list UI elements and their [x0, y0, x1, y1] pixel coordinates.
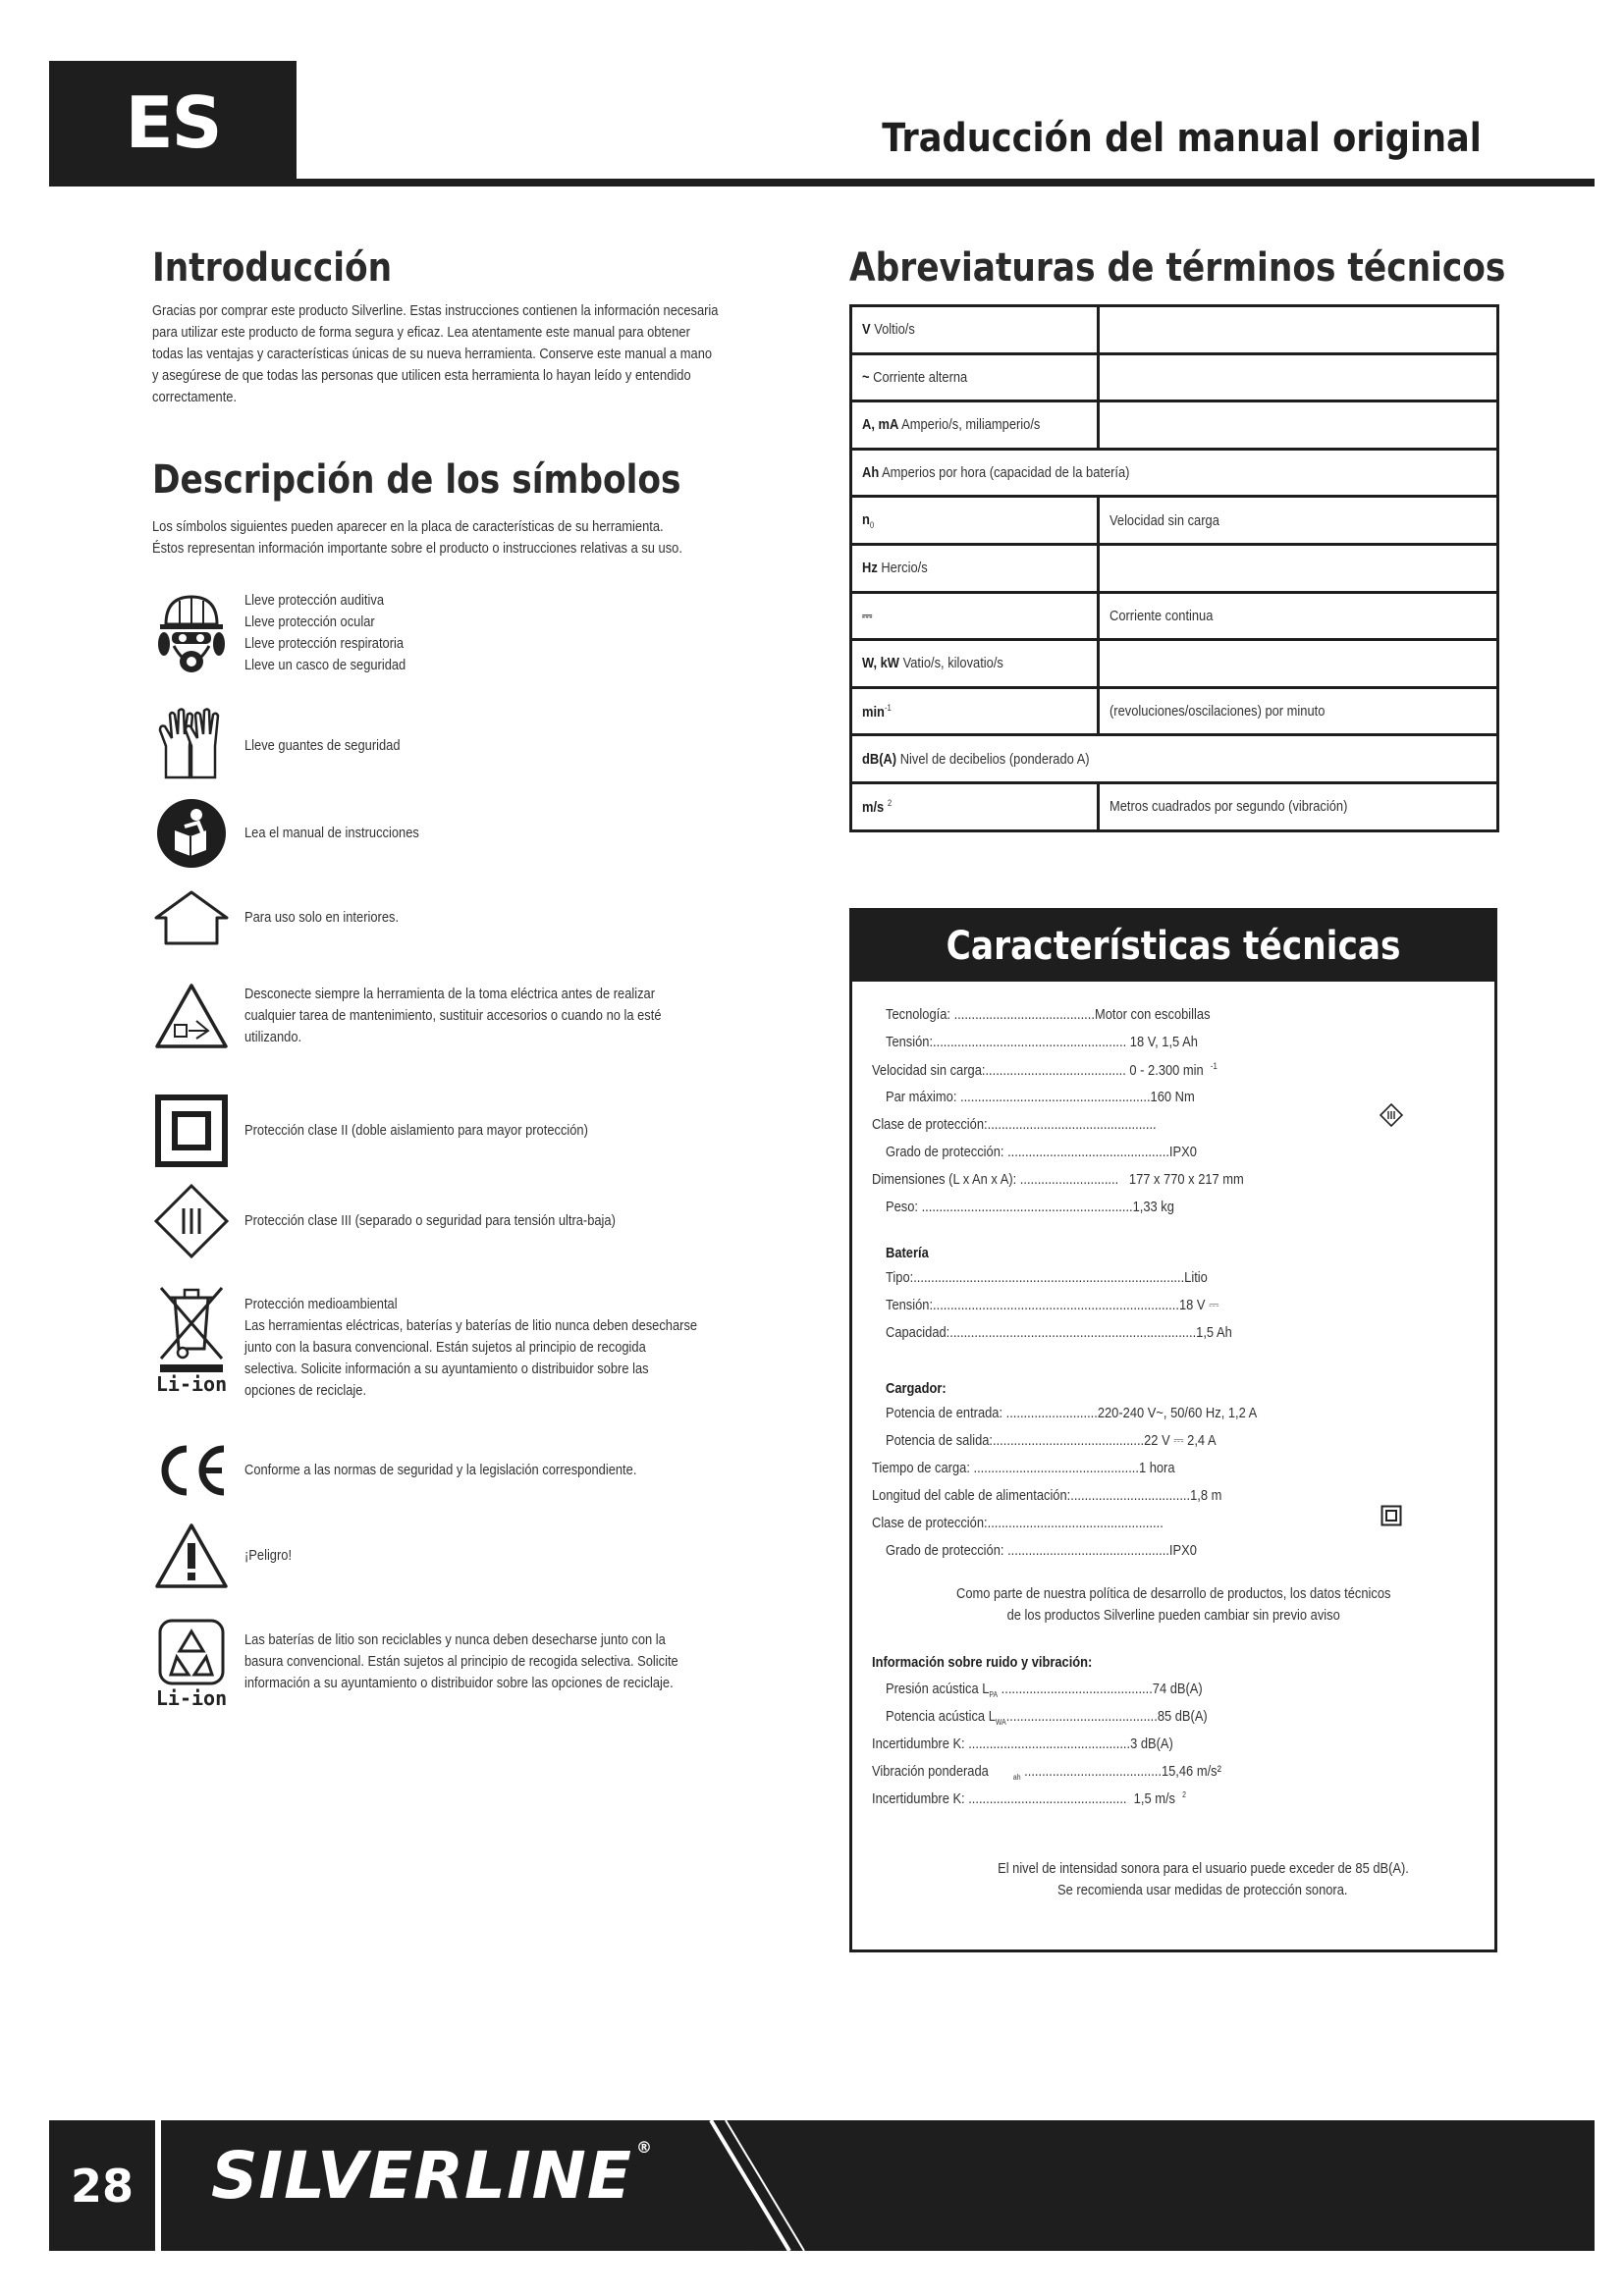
- spec-ruido-incert2: Incertidumbre K: ............................................. 1,5 m/s $^2$: [872, 1790, 1186, 1807]
- class-iii-icon: [152, 1183, 231, 1259]
- page-header-title: Traducción del manual original: [882, 116, 1482, 161]
- spec-cargador-heading: Cargador:: [886, 1380, 947, 1397]
- symbol-line: Conforme a las normas de seguridad y la legislación correspondiente.: [244, 1462, 637, 1478]
- table-row: [851, 544, 1498, 592]
- symbols-heading: Descripción de los símbolos: [152, 457, 681, 503]
- spec-bateria-heading: Batería: [886, 1245, 929, 1261]
- table-cell: (revoluciones/oscilaciones) por minuto: [1099, 687, 1498, 735]
- spec-velocidad: Velocidad sin carga:........................................ 0 - 2.300 min $^{-1}$: [872, 1061, 1218, 1079]
- table-row: [851, 592, 1498, 640]
- symbol-row-disconnect: [152, 982, 820, 1050]
- symbol-line: basura convencional. Están sujetos al principio de recogida selectiva. Solicite: [244, 1653, 678, 1670]
- spec-par: Par máximo: ......................................................160 Nm: [886, 1089, 1195, 1105]
- table-cell: A, mA Amperio/s, miliamperio/s: [851, 401, 1099, 450]
- table-row: [851, 640, 1498, 688]
- dc-small-icon: ⎓: [1173, 1432, 1184, 1449]
- gloves-icon: [152, 707, 231, 785]
- table-row: [851, 306, 1498, 354]
- registered-mark: ®: [635, 2138, 653, 2157]
- symbol-line: Lleve protección ocular: [244, 614, 375, 630]
- spec-warning: [882, 1858, 1524, 1901]
- dc-small-icon: ⎓: [1209, 1297, 1219, 1313]
- spec-ruido-presion: Presión acústica $L_{PA}$ ...........................................74 dB(A): [886, 1681, 1203, 1699]
- table-cell: $\min^{-1}$: [851, 687, 1099, 735]
- spec-dimensiones: Dimensiones (L x An x A): ............................ 177 x 770 x 217 mm: [872, 1171, 1244, 1188]
- intro-heading: Introducción: [152, 245, 393, 291]
- specs-panel: [849, 908, 1497, 1952]
- class-ii-icon: [152, 1095, 231, 1167]
- table-row: [851, 782, 1498, 830]
- symbol-row-indoor: [152, 888, 820, 947]
- symbol-text: [244, 1460, 739, 1481]
- symbol-line: Lleve protección auditiva: [244, 592, 384, 609]
- table-row: [851, 449, 1498, 497]
- intro-line: para utilizar este producto de forma segura y eficaz. Lea atentamente este manual para obtener: [152, 324, 690, 341]
- table-cell: Velocidad sin carga: [1099, 497, 1498, 545]
- symbol-line: Lleve protección respiratoria: [244, 635, 405, 652]
- specs-heading: [852, 911, 1494, 982]
- spec-clase: Clase de protección:................................................: [872, 1116, 1157, 1133]
- spec-bateria-tipo: Tipo:.............................................................................Litio: [886, 1269, 1208, 1286]
- symbol-line: Protección clase II (doble aislamiento para mayor protección): [244, 1122, 588, 1139]
- class-iii-small-icon: [1380, 1103, 1403, 1132]
- symbol-text: [244, 1294, 739, 1402]
- symbol-text: [244, 1210, 739, 1232]
- table-cell: Corriente continua: [1099, 592, 1498, 640]
- table-cell: Metros cuadrados por segundo (vibración): [1099, 782, 1498, 830]
- symbol-line: ¡Peligro!: [244, 1547, 293, 1564]
- table-cell: [1099, 401, 1498, 450]
- weee-liion-icon: [152, 1284, 231, 1396]
- table-cell: Ah Amperios por hora (capacidad de la batería): [851, 449, 1498, 497]
- ce-mark-icon: [152, 1441, 231, 1500]
- intro-line: correctamente.: [152, 389, 238, 405]
- symbol-text: [244, 1120, 739, 1142]
- dc-symbol-icon: ⎓: [862, 607, 873, 624]
- symbol-text: [244, 590, 739, 676]
- read-manual-icon: [152, 797, 231, 870]
- danger-icon: [152, 1522, 231, 1590]
- symbol-line: Protección medioambiental: [244, 1296, 398, 1312]
- symbol-line: Lea el manual de instrucciones: [244, 825, 419, 841]
- symbols-line: Los símbolos siguientes pueden aparecer en la placa de características de su herramienta.: [152, 518, 664, 535]
- spec-tension: Tensión:....................................................... 18 V, 1,5 Ah: [886, 1034, 1198, 1050]
- disconnect-warning-icon: [152, 982, 231, 1050]
- intro-line: Gracias por comprar este producto Silverline. Estas instrucciones contienen la información necesaria: [152, 302, 719, 319]
- symbol-row-danger: [152, 1522, 820, 1590]
- symbol-line: utilizando.: [244, 1029, 302, 1045]
- table-cell: W, kW Vatio/s, kilovatio/s: [851, 640, 1099, 688]
- table-row: [851, 687, 1498, 735]
- spec-tecnologia: Tecnología: ........................................Motor con escobillas: [886, 1006, 1211, 1023]
- spec-cargador-salida: Potencia de salida:...........................................22 V ⎓ 2,4 A: [886, 1432, 1217, 1449]
- abbreviations-heading: Abreviaturas de términos técnicos: [849, 245, 1506, 291]
- table-row: [851, 497, 1498, 545]
- spec-ruido-heading: Información sobre ruido y vibración:: [872, 1654, 1093, 1671]
- spec-bateria-tension: Tensión:......................................................................18 V ⎓: [886, 1297, 1219, 1313]
- table-cell: $n_0$: [851, 497, 1099, 545]
- spec-cargador-cable: Longitud del cable de alimentación:..................................1,8 m: [872, 1487, 1222, 1504]
- spec-cargador-tiempo: Tiempo de carga: ...............................................1 hora: [872, 1460, 1175, 1476]
- page-number: [49, 2120, 155, 2251]
- spec-cargador-entrada: Potencia de entrada: ..........................220-240 V~, 50/60 Hz, 1,2 A: [886, 1405, 1258, 1421]
- spec-ruido-incert1: Incertidumbre K: ..............................................3 dB(A): [872, 1735, 1173, 1752]
- table-cell: m/s $^2$: [851, 782, 1099, 830]
- symbol-line: opciones de reciclaje.: [244, 1382, 367, 1399]
- table-row: [851, 401, 1498, 450]
- intro-line: todas las ventajas y características únicas de su nueva herramienta. Conserve este manual a mano: [152, 346, 713, 362]
- liion-badge: Li-ion: [155, 1686, 228, 1710]
- symbol-row-manual: [152, 797, 820, 870]
- indoor-house-icon: [152, 888, 231, 947]
- spec-grado: Grado de protección: ..............................................IPX0: [886, 1144, 1197, 1160]
- symbol-line: junto con la basura convencional. Están sujetos al principio de recogida: [244, 1339, 646, 1356]
- symbol-line: Para uso solo en interiores.: [244, 909, 400, 926]
- symbol-row-class-ii: [152, 1095, 820, 1167]
- symbol-line: Protección clase III (separado o seguridad para tensión ultra-baja): [244, 1212, 616, 1229]
- recycle-liion-icon: [152, 1618, 231, 1710]
- symbol-text: [244, 1629, 739, 1694]
- symbol-row-recycle: [152, 1618, 820, 1710]
- symbol-text: [244, 823, 739, 844]
- symbol-row-ppe: [152, 589, 820, 677]
- symbol-text: [244, 1545, 739, 1567]
- language-badge: [49, 61, 297, 184]
- spec-cargador-grado: Grado de protección: ..............................................IPX0: [886, 1542, 1197, 1559]
- symbol-line: Desconecte siempre la herramienta de la toma eléctrica antes de realizar: [244, 986, 656, 1002]
- silverline-logo: [211, 2138, 653, 2214]
- spec-peso: Peso: ............................................................1,33 kg: [886, 1199, 1174, 1215]
- spec-note-line: Como parte de nuestra política de desarrollo de productos, los datos técnicos: [955, 1585, 1391, 1602]
- ppe-head-icon: [152, 589, 231, 677]
- page-number-text: 28: [70, 2159, 134, 2213]
- header-divider: [49, 179, 1595, 187]
- symbol-text: [244, 984, 739, 1048]
- symbol-row-weee: [152, 1284, 820, 1402]
- symbol-line: Las herramientas eléctricas, baterías y baterías de litio nunca deben desecharse: [244, 1317, 698, 1334]
- table-cell: dB(A) Nivel de decibelios (ponderado A): [851, 735, 1498, 783]
- intro-paragraph: [152, 300, 794, 408]
- symbol-line: Las baterías de litio son reciclables y nunca deben desecharse junto con la: [244, 1631, 666, 1648]
- table-cell: [851, 592, 1099, 640]
- table-cell: [1099, 640, 1498, 688]
- table-cell: [1099, 353, 1498, 401]
- symbol-row-gloves: [152, 707, 820, 785]
- table-cell: [1099, 544, 1498, 592]
- spec-note-line: de los productos Silverline pueden cambiar sin previo aviso: [1006, 1607, 1340, 1624]
- abbreviations-table: [849, 304, 1499, 832]
- symbol-row-ce: [152, 1441, 820, 1500]
- spec-warning-line: Se recomienda usar medidas de protección sonora.: [1057, 1882, 1348, 1898]
- table-row: [851, 735, 1498, 783]
- spec-note: [852, 1583, 1494, 1627]
- symbol-text: [244, 907, 739, 929]
- symbol-line: Lleve guantes de seguridad: [244, 737, 401, 754]
- symbol-line: selectiva. Solicite información a su ayuntamiento o distribuidor sobre las: [244, 1361, 649, 1377]
- logo-text: SILVERLINE: [211, 2138, 632, 2214]
- symbols-paragraph: [152, 516, 794, 560]
- liion-badge: Li-ion: [155, 1372, 228, 1396]
- weee-bar: [160, 1364, 223, 1372]
- symbol-line: cualquier tarea de mantenimiento, sustituir accesorios o cuando no la esté: [244, 1007, 662, 1024]
- symbol-line: información a su ayuntamiento o distribuidor sobre las opciones de reciclaje.: [244, 1675, 674, 1691]
- table-cell: V Voltio/s: [851, 306, 1099, 354]
- symbol-line: Lleve un casco de seguridad: [244, 657, 406, 673]
- spec-ruido-vibracion: Vibración ponderada $_{ah}$ .......................................15,46 m/s²: [872, 1763, 1221, 1782]
- class-ii-small-icon: [1380, 1505, 1402, 1531]
- table-row: [851, 353, 1498, 401]
- spec-ruido-potencia: Potencia acústica $L_{WA}...........................................85$ dB(A): [886, 1708, 1208, 1727]
- table-cell: ~ Corriente alterna: [851, 353, 1099, 401]
- specs-title: Características técnicas: [946, 924, 1401, 969]
- spec-warning-line: El nivel de intensidad sonora para el usuario puede exceder de 85 dB(A).: [997, 1860, 1409, 1877]
- table-cell: [1099, 306, 1498, 354]
- spec-cargador-clase: Clase de protección:..................................................: [872, 1515, 1164, 1531]
- symbols-line: Éstos representan información importante sobre el producto o instrucciones relativas a su uso.: [152, 540, 682, 557]
- language-code: ES: [125, 80, 221, 164]
- intro-line: y asegúrese de que todas las personas que utilicen esta herramienta lo hayan leído y entendido: [152, 367, 691, 384]
- spec-bateria-capacidad: Capacidad:......................................................................1,5 Ah: [886, 1324, 1232, 1341]
- symbol-text: [244, 735, 739, 757]
- symbol-row-class-iii: [152, 1183, 820, 1259]
- table-cell: Hz Hercio/s: [851, 544, 1099, 592]
